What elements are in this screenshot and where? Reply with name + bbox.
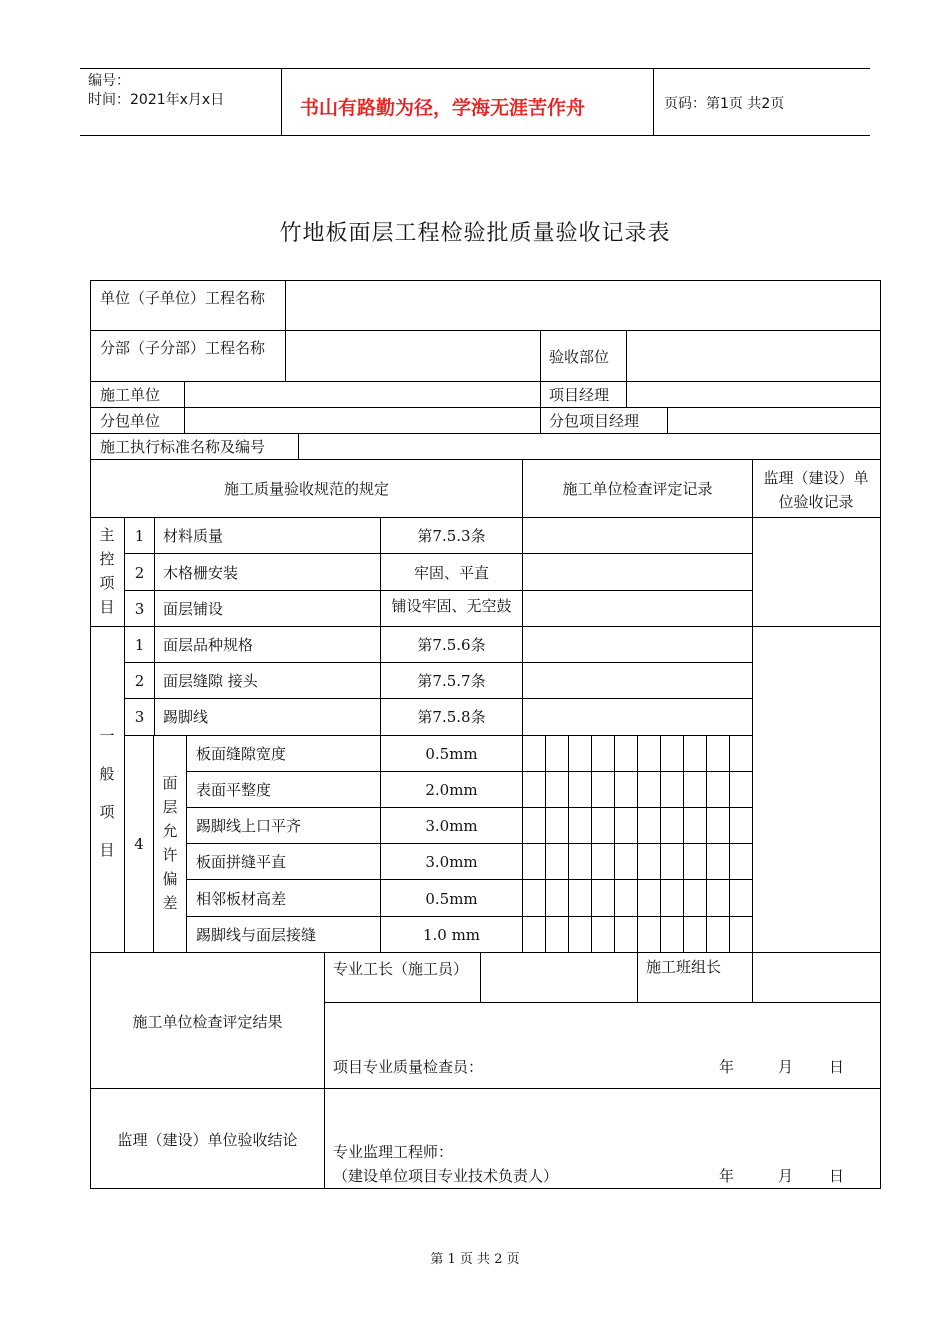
- row-number: 2: [134, 672, 145, 690]
- subcontract-unit-label: 分包单位: [100, 412, 161, 430]
- item-name: 面层缝隙 接头: [163, 672, 258, 690]
- project-manager-label: 项目经理: [549, 386, 610, 404]
- result-year: 年: [719, 1058, 735, 1076]
- deviation-item-name: 板面缝隙宽度: [196, 745, 287, 763]
- conclusion-label: 监理（建设）单位验收结论: [117, 1131, 298, 1149]
- deviation-tolerance: 1.0 mm: [422, 926, 481, 944]
- conclusion-day: 日: [829, 1167, 845, 1185]
- item-requirement: 第7.5.8条: [417, 708, 486, 726]
- deviation-item-name: 板面拼缝平直: [196, 853, 287, 871]
- item-name: 材料质量: [163, 527, 224, 545]
- deviation-group-label: 面层允许偏差: [162, 774, 178, 912]
- item-name: 木格栅安装: [163, 564, 239, 582]
- result-label: 施工单位检查评定结果: [132, 1013, 283, 1031]
- construction-unit-label: 施工单位: [100, 386, 161, 404]
- item-requirement: 第7.5.7条: [417, 672, 486, 690]
- item-name: 面层铺设: [163, 600, 224, 618]
- owner-rep-label: （建设单位项目专业技术负责人）: [333, 1167, 559, 1185]
- foreman-label: 专业工长（施工员）: [333, 960, 469, 978]
- time-label: 时间：2021年x月x日: [88, 92, 225, 108]
- row-number: 2: [134, 564, 145, 582]
- deviation-item-name: 表面平整度: [196, 781, 272, 799]
- item-requirement: 铺设牢固、无空鼓: [391, 597, 512, 615]
- item-requirement: 第7.5.6条: [417, 636, 486, 654]
- subcontract-manager-label: 分包项目经理: [549, 412, 640, 430]
- conclusion-month: 月: [778, 1167, 794, 1185]
- page-title: 竹地板面层工程检验批质量验收记录表: [279, 221, 671, 246]
- deviation-tolerance: 3.0mm: [425, 817, 478, 835]
- conclusion-year: 年: [719, 1167, 735, 1185]
- number-label: 编号：: [88, 73, 130, 89]
- result-day: 日: [829, 1058, 845, 1076]
- item-requirement: 第7.5.3条: [417, 527, 486, 545]
- deviation-item-name: 相邻板材高差: [196, 890, 287, 908]
- team-leader-label: 施工班组长: [646, 958, 722, 976]
- row-number: 1: [134, 636, 145, 654]
- deviation-item-name: 踢脚线上口平齐: [196, 817, 302, 835]
- inspector-label: 项目专业质量检查员：: [333, 1058, 484, 1076]
- page-footer: 第 1 页 共 2 页: [430, 1252, 520, 1267]
- item-name: 踢脚线: [163, 708, 209, 726]
- page-info: 页码：第1页 共2页: [664, 96, 785, 112]
- deviation-row-number: 4: [134, 835, 144, 853]
- deviation-tolerance: 3.0mm: [425, 853, 478, 871]
- spec-column-header: 施工质量验收规范的规定: [223, 480, 389, 498]
- row-number: 3: [134, 708, 145, 726]
- sub-project-name-label: 分部（子分部）工程名称: [100, 339, 266, 357]
- general-items-group-label: 一般项目: [99, 727, 115, 859]
- motto: 书山有路勤为径，学海无涯苦作舟: [300, 97, 586, 119]
- supervision-engineer-label: 专业监理工程师：: [333, 1143, 454, 1161]
- standard-name-label: 施工执行标准名称及编号: [100, 438, 266, 456]
- deviation-item-name: 踢脚线与面层接缝: [196, 926, 317, 944]
- deviation-tolerance: 0.5mm: [425, 745, 478, 763]
- row-number: 3: [134, 600, 145, 618]
- acceptance-part-label: 验收部位: [549, 348, 610, 366]
- row-number: 1: [134, 527, 145, 545]
- supervision-record-column-header: 监理（建设）单位验收记录: [763, 469, 869, 511]
- main-items-group-label: 主控项目: [99, 526, 115, 616]
- item-name: 面层品种规格: [163, 636, 254, 654]
- check-record-column-header: 施工单位检查评定记录: [562, 480, 713, 498]
- item-requirement-clip: [381, 594, 522, 625]
- unit-project-name-label: 单位（子单位）工程名称: [100, 289, 266, 307]
- item-requirement: 牢固、平直: [413, 564, 489, 582]
- deviation-tolerance: 0.5mm: [425, 890, 478, 908]
- result-month: 月: [778, 1058, 794, 1076]
- deviation-tolerance: 2.0mm: [425, 781, 478, 799]
